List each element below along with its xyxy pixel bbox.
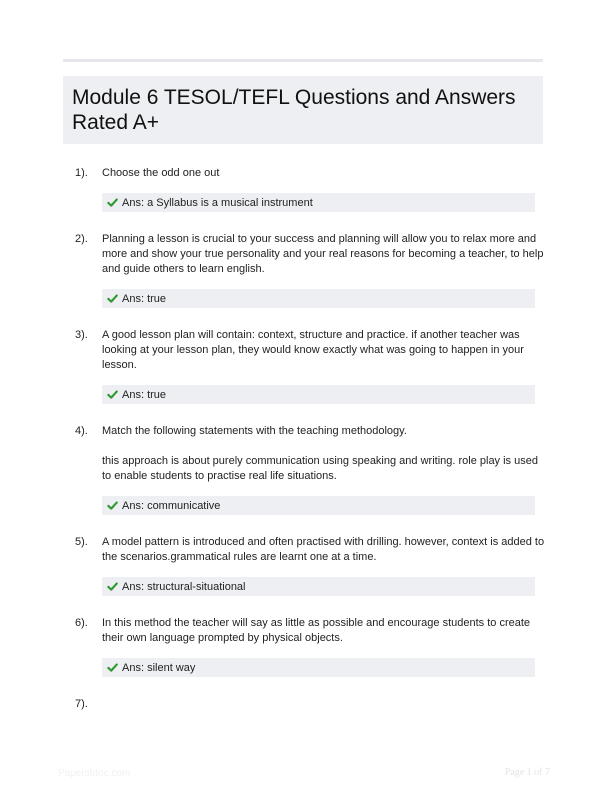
- question-text: In this method the teacher will say as little as possible and encourage students to create their own language prompted by physical objects.: [102, 617, 531, 644]
- checkmark-icon: [107, 197, 118, 208]
- answer-text: Ans: true: [122, 388, 167, 401]
- answer-text: Ans: communicative: [122, 499, 221, 512]
- question-text: Choose the odd one out: [102, 167, 220, 179]
- answer-text: Ans: a Syllabus is a musical instrument: [122, 196, 313, 209]
- question-list: [75, 166, 545, 710]
- answer-box: [102, 193, 535, 212]
- checkmark-icon: [107, 581, 118, 592]
- question-number: 5).: [75, 536, 88, 548]
- question-body: [102, 232, 545, 308]
- question-body: [102, 328, 545, 404]
- checkmark-icon: [107, 389, 118, 400]
- question-number: 2).: [75, 233, 88, 245]
- checkmark-icon: [107, 500, 118, 511]
- top-divider: [63, 59, 543, 62]
- answer-box: [102, 385, 535, 404]
- question-item: [75, 535, 545, 596]
- question-item: [75, 616, 545, 677]
- question-body: [102, 535, 545, 596]
- question-text: Match the following statements with the teaching methodology.: [102, 425, 407, 437]
- question-item: [75, 424, 545, 515]
- question-number: 7).: [75, 698, 88, 710]
- question-text: this approach is about purely communication using speaking and writing. role play is used to enable students to practise real life situations.: [102, 455, 538, 482]
- question-item: [75, 166, 545, 212]
- question-body: [102, 166, 545, 212]
- answer-box: [102, 496, 535, 515]
- answer-box: [102, 577, 535, 596]
- answer-text: Ans: silent way: [122, 661, 196, 674]
- question-text: A model pattern is introduced and often practised with drilling. however, context is added to the scenarios.grammatical rules are learnt one at a time.: [102, 536, 545, 563]
- question-item: [75, 328, 545, 404]
- question-number: 1).: [75, 167, 88, 179]
- footer-page-number: Page 1 of 7: [504, 767, 550, 778]
- answer-box: [102, 289, 535, 308]
- question-number: 4).: [75, 425, 88, 437]
- question-item: [75, 232, 545, 308]
- answer-text: Ans: true: [122, 292, 167, 305]
- question-text: A good lesson plan will contain: context, structure and practice. if another teacher was looking at your lesson plan, they would know exactly what was going to happen in your lesson.: [102, 329, 524, 371]
- question-text: Planning a lesson is crucial to your success and planning will allow you to relax more and more and show your true personality and your real reasons for becoming a teacher, to help and guide others to learn english.: [102, 233, 544, 275]
- checkmark-icon: [107, 662, 118, 673]
- question-body: [102, 616, 545, 677]
- question-number: 6).: [75, 617, 88, 629]
- question-body: [102, 424, 545, 515]
- title-banner: [63, 76, 543, 144]
- question-number: 3).: [75, 329, 88, 341]
- answer-text: Ans: structural-situational: [122, 580, 246, 593]
- footer-site-watermark: Paperstdoc.com: [58, 768, 131, 779]
- answer-box: [102, 658, 535, 677]
- checkmark-icon: [107, 293, 118, 304]
- document-title: Module 6 TESOL/TEFL Questions and Answers Rated A+: [72, 86, 516, 134]
